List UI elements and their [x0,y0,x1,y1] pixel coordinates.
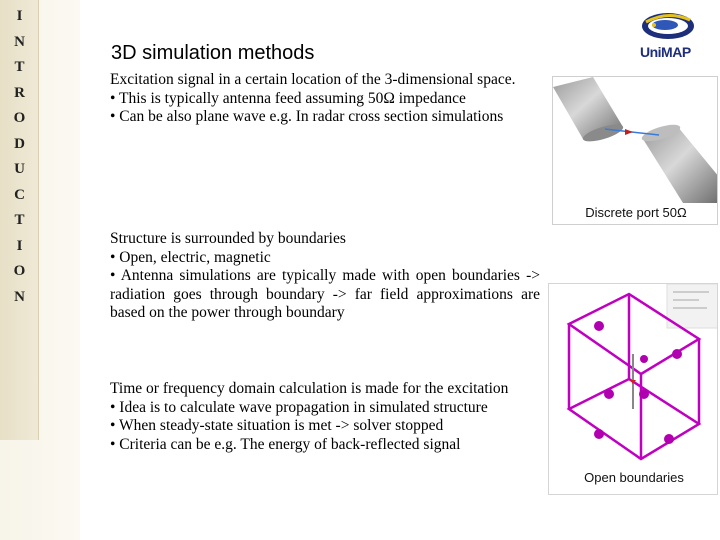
excitation-intro: Excitation signal in a certain location of the 3-dimensional space. [110,71,516,88]
calculation-block [110,380,540,454]
letter: N [14,288,25,305]
logo-text: UniMAP [640,44,691,60]
letter: T [14,59,25,75]
calculation-bullet-2: • When steady-state situation is met -> solver stopped [110,417,444,434]
letter: T [14,212,25,228]
letter: R [14,84,25,101]
structure-intro: Structure is surrounded by boundaries [110,230,346,247]
vertical-section-label [0,4,39,310]
open-boundaries-illustration [549,284,718,468]
discrete-port-caption: Discrete port 50Ω [585,205,687,220]
excitation-bullet-2: • Can be also plane wave e.g. In radar cross section simulations [110,108,504,125]
left-sidebar-band [0,0,39,440]
letter: U [14,161,25,177]
letter: C [14,186,25,203]
open-boundaries-caption: Open boundaries [584,470,684,485]
structure-block [110,230,540,323]
discrete-port-figure [552,76,718,225]
structure-bullet-1: • Open, electric, magnetic [110,248,271,266]
open-boundaries-figure [548,283,718,495]
letter: N [14,33,25,50]
slide-title: 3D simulation methods [111,42,315,64]
left-sidebar [0,0,80,540]
calculation-bullet-1: • Idea is to calculate wave propagation in simulated structure [110,398,488,416]
calculation-bullet-3: • Criteria can be e.g. The energy of back-reflected signal [110,435,461,453]
excitation-block [110,71,540,127]
excitation-bullet-1: • This is typically antenna feed assuming 50Ω impedance [110,89,466,107]
discrete-port-illustration [553,77,718,203]
letter: O [13,263,26,279]
letter: D [14,135,25,152]
letter: I [16,237,23,254]
letter: O [13,110,26,126]
structure-bullet-2: • Antenna simulations are typically made with open boundaries -> radiation goes through boundary -> far field approximations are based on the power through boundary [110,267,540,321]
letter: I [16,8,23,24]
calculation-intro: Time or frequency domain calculation is made for the excitation [110,380,509,397]
